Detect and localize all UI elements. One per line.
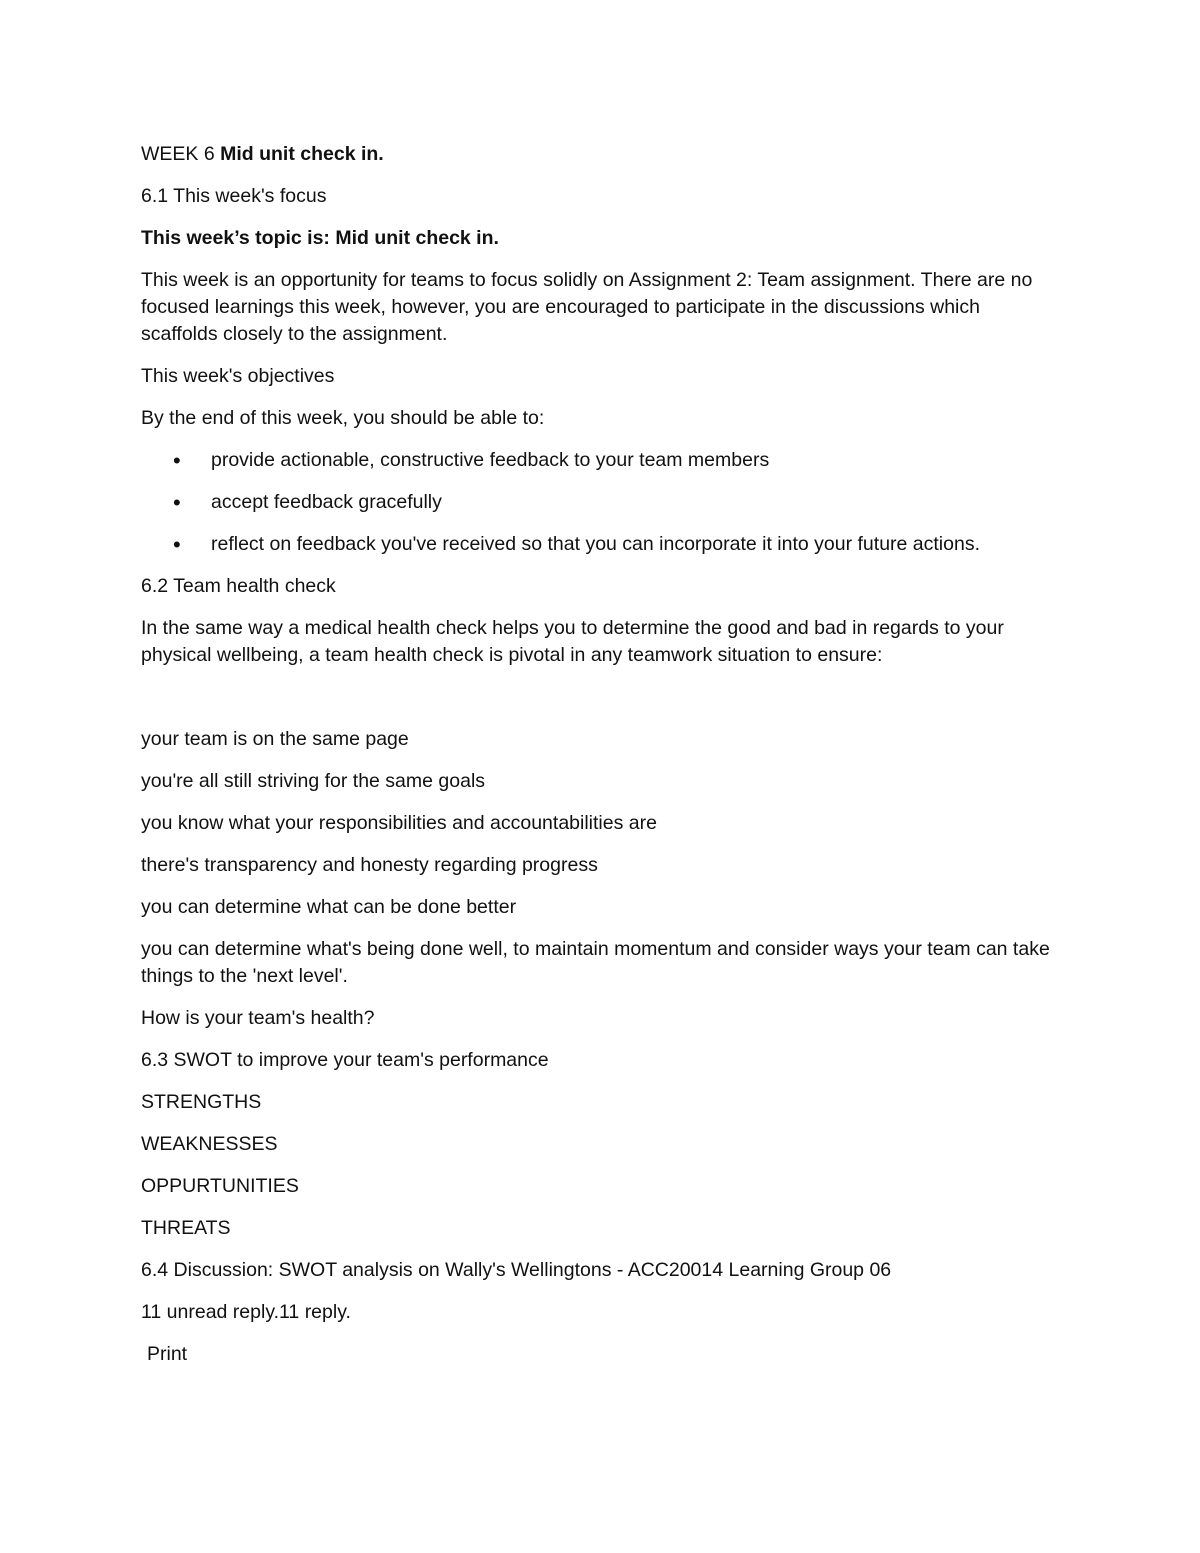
bullet-icon: •: [173, 490, 181, 515]
health-check-item: you know what your responsibilities and accountabilities are: [141, 812, 657, 834]
section-6-1-intro: This week is an opportunity for teams to focus solidly on Assignment 2: Team assignment. There are no focused learnings this week, however, you are encouraged to participate in the discussions which scaffolds closely to the assignment.: [141, 269, 1033, 345]
section-6-3-title: 6.3 SWOT to improve your team's performance: [141, 1049, 549, 1071]
section-6-2-intro: In the same way a medical health check helps you to determine the good and bad in regards to your physical wellbeing, a team health check is pivotal in any teamwork situation to ensure:: [141, 617, 1004, 666]
objectives-list: [141, 447, 1061, 558]
objective-item: [141, 447, 1061, 474]
bullet-icon: •: [173, 448, 181, 473]
objectives-lead: By the end of this week, you should be able to:: [141, 407, 545, 429]
topic-statement: This week’s topic is: Mid unit check in.: [141, 227, 499, 249]
week-heading-prefix: WEEK 6: [141, 143, 221, 165]
health-check-item: your team is on the same page: [141, 728, 409, 750]
objective-text: reflect on feedback you've received so that you can incorporate it into your future actions.: [211, 533, 980, 555]
health-check-item: you're all still striving for the same goals: [141, 770, 486, 792]
reply-count: 11 unread reply.11 reply.: [141, 1301, 351, 1323]
swot-weaknesses: WEAKNESSES: [141, 1133, 278, 1155]
health-check-item: you can determine what's being done well, to maintain momentum and consider ways your team can take things to the 'next level'.: [141, 938, 1050, 987]
objective-item: [141, 489, 1061, 516]
health-check-item: there's transparency and honesty regarding progress: [141, 854, 598, 876]
swot-threats: THREATS: [141, 1217, 231, 1239]
health-check-item: you can determine what can be done better: [141, 896, 517, 918]
bullet-icon: •: [173, 532, 181, 557]
section-6-4-title: 6.4 Discussion: SWOT analysis on Wally's Wellingtons - ACC20014 Learning Group 06: [141, 1259, 892, 1281]
swot-strengths: STRENGTHS: [141, 1091, 262, 1113]
week-heading: [141, 141, 1061, 168]
objective-item: [141, 531, 1061, 558]
print-link[interactable]: Print: [147, 1343, 188, 1365]
section-6-1-title: 6.1 This week's focus: [141, 185, 327, 207]
health-question: How is your team's health?: [141, 1007, 375, 1029]
document-page: [141, 141, 1061, 1383]
objective-text: accept feedback gracefully: [211, 491, 442, 513]
objective-text: provide actionable, constructive feedback to your team members: [211, 449, 770, 471]
swot-opportunities: OPPURTUNITIES: [141, 1175, 299, 1197]
objectives-title: This week's objectives: [141, 365, 335, 387]
section-6-2-title: 6.2 Team health check: [141, 575, 336, 597]
week-heading-bold: Mid unit check in.: [220, 143, 384, 165]
blank-line: [141, 684, 1061, 726]
